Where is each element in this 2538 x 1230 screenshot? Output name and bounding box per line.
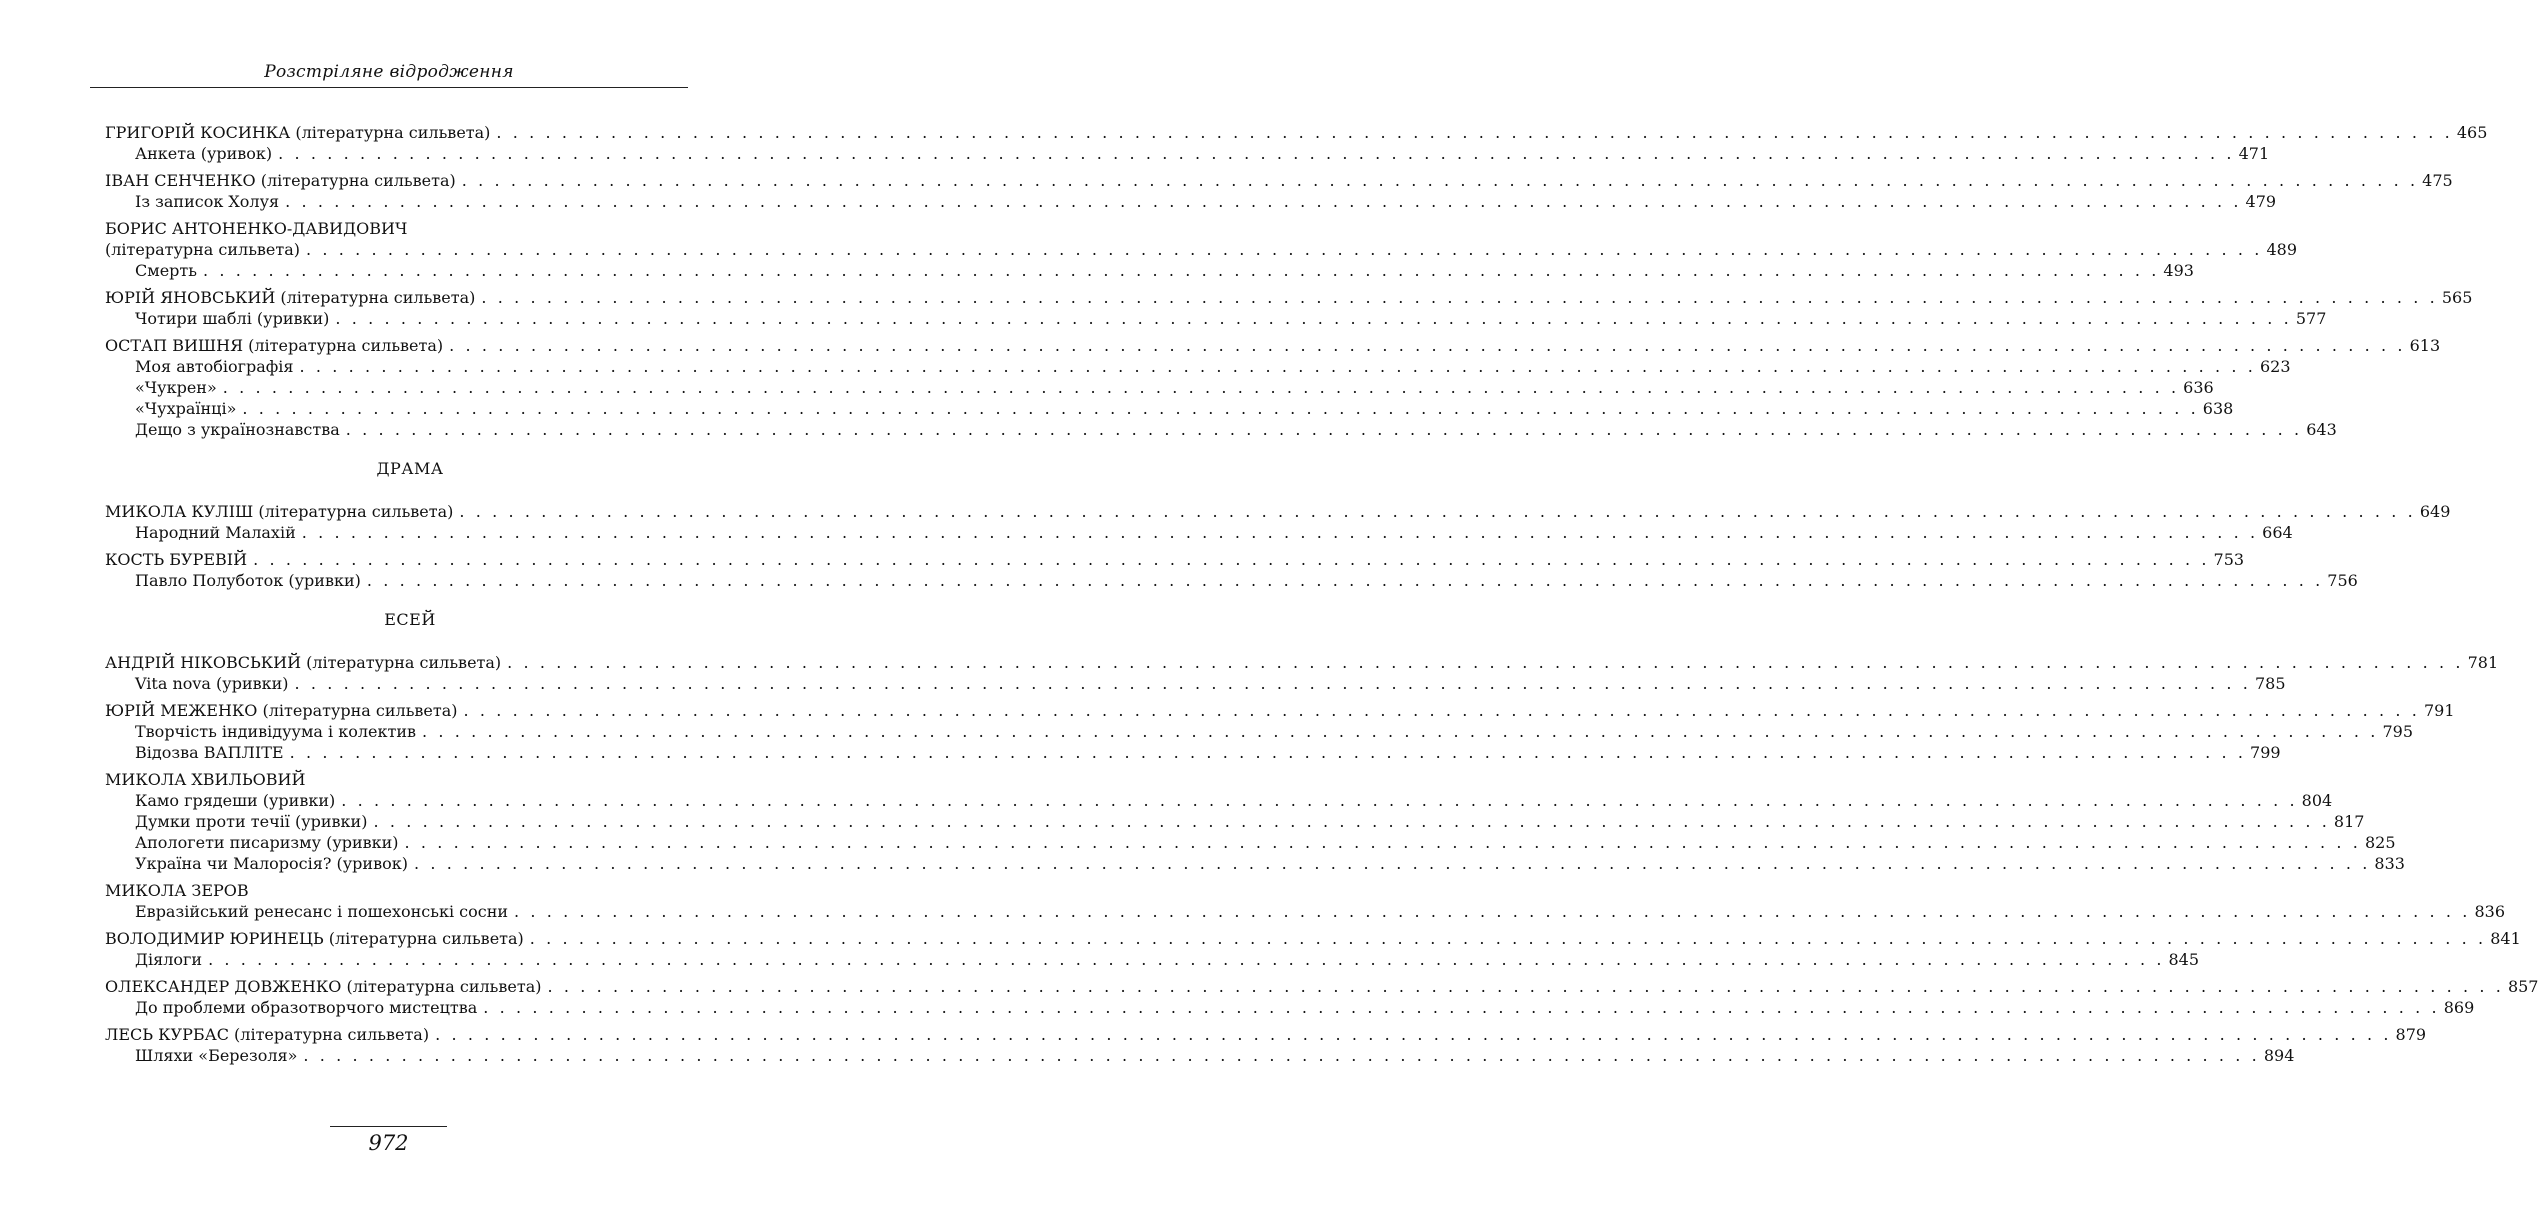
toc-page-number: 638	[2202, 399, 2234, 418]
toc-title: Із записок Холуя	[135, 192, 280, 211]
toc-title: ЛЕСЬ КУРБАС (літературна сильвета)	[105, 1025, 430, 1044]
toc-page-number: 756	[2327, 571, 2358, 590]
toc-leader-dots: . . . . . . . . . . . . . . . . . . . . . . . . . . . . . . . . . . . . . . . . . . . . . . . . . . . . . . . . . . . . . . . . . . . . . . . . . . . . . . . . . . . . . . . . . . . . . . . . . . . . . . . . . . . . . . . . . . . . . . . .	[496, 123, 2453, 142]
toc-page-number: 869	[2443, 998, 2475, 1017]
toc-leader-dots: . . . . . . . . . . . . . . . . . . . . . . . . . . . . . . . . . . . . . . . . . . . . . . . . . . . . . . . . . . . . . . . . . . . . . . . . . . . . . . . . . . . . . . . . . . . . . . . . . . . . . . . . . . . . . . . . . . . . . . . .	[413, 854, 2371, 873]
toc-title: МИКОЛА ЗЕРОВ	[105, 881, 249, 900]
toc-leader-dots: . . . . . . . . . . . . . . . . . . . . . . . . . . . . . . . . . . . . . . . . . . . . . . . . . . . . . . . . . . . . . . . . . . . . . . . . . . . . . . . . . . . . . . . . . . . . . . . . . . . . . . . . . . . . . . . . . . . . . . . .	[306, 240, 2263, 259]
toc-subentry	[105, 191, 2277, 212]
toc-page-number: 857	[2507, 977, 2538, 996]
toc-title: Дещо з українознавства	[135, 420, 340, 439]
toc-title: Творчість індивідуума і колектив	[135, 722, 417, 741]
toc-subentry	[105, 398, 2234, 419]
toc-entry	[105, 287, 2473, 308]
toc-leader-dots: . . . . . . . . . . . . . . . . . . . . . . . . . . . . . . . . . . . . . . . . . . . . . . . . . . . . . . . . . . . . . . . . . . . . . . . . . . . . . . . . . . . . . . . . . . . . . . . . . . . . . . . . . . . . . . . . . . . . . . . .	[294, 674, 2251, 693]
toc-title: «Чукрен»	[135, 378, 217, 397]
toc-title: МИКОЛА КУЛІШ (літературна сильвета)	[105, 502, 454, 521]
toc-leader-dots: . . . . . . . . . . . . . . . . . . . . . . . . . . . . . . . . . . . . . . . . . . . . . . . . . . . . . . . . . . . . . . . . . . . . . . . . . . . . . . . . . . . . . . . . . . . . . . . . . . . . . . . . . . . . . . . . . . . . . . . .	[366, 571, 2324, 590]
toc-page-number: 879	[2395, 1025, 2427, 1044]
toc-page-number: 613	[2409, 336, 2441, 355]
toc-leader-dots: . . . . . . . . . . . . . . . . . . . . . . . . . . . . . . . . . . . . . . . . . . . . . . . . . . . . . . . . . . . . . . . . . . . . . . . . . . . . . . . . . . . . . . . . . . . . . . . . . . . . . . . . . . . . . . . . . . . . . . . .	[278, 144, 2235, 163]
toc-leader-dots: . . . . . . . . . . . . . . . . . . . . . . . . . . . . . . . . . . . . . . . . . . . . . . . . . . . . . . . . . . . . . . . . . . . . . . . . . . . . . . . . . . . . . . . . . . . . . . . . . . . . . . . . . . . . . . . . . . . . . . . .	[481, 288, 2438, 307]
toc-title: ОЛЕКСАНДЕР ДОВЖЕНКО (літературна сильвета)	[105, 977, 542, 996]
table-of-contents	[105, 122, 2538, 1066]
toc-leader-dots: . . . . . . . . . . . . . . . . . . . . . . . . . . . . . . . . . . . . . . . . . . . . . . . . . . . . . . . . . . . . . . . . . . . . . . . . . . . . . . . . . . . . . . . . . . . . . . . . . . . . . . . . . . . . . . . . . . . . . . . .	[301, 523, 2259, 542]
toc-leader-dots: . . . . . . . . . . . . . . . . . . . . . . . . . . . . . . . . . . . . . . . . . . . . . . . . . . . . . . . . . . . . . . . . . . . . . . . . . . . . . . . . . . . . . . . . . . . . . . . . . . . . . . . . . . . . . . . . . . . . . . . .	[435, 1025, 2392, 1044]
toc-title: Народний Малахій	[135, 523, 296, 542]
toc-page-number: 577	[2295, 309, 2327, 328]
toc-page-number: 475	[2422, 171, 2453, 190]
toc-subentry	[105, 377, 2214, 398]
toc-entry	[105, 976, 2538, 997]
toc-leader-dots: . . . . . . . . . . . . . . . . . . . . . . . . . . . . . . . . . . . . . . . . . . . . . . . . . . . . . . . . . . . . . . . . . . . . . . . . . . . . . . . . . . . . . . . . . . . . . . . . . . . . . . . . . . . . . . . . . . . . . . . .	[299, 357, 2256, 376]
toc-page-number: 623	[2259, 357, 2291, 376]
toc-title: КОСТЬ БУРЕВІЙ	[105, 550, 248, 569]
toc-leader-dots: . . . . . . . . . . . . . . . . . . . . . . . . . . . . . . . . . . . . . . . . . . . . . . . . . . . . . . . . . . . . . . . . . . . . . . . . . . . . . . . . . . . . . . . . . . . . . . . . . . . . . . . . . . . . . . . . . . . . . . . .	[303, 1046, 2260, 1065]
toc-subentry	[105, 721, 2414, 742]
toc-page-number: 791	[2423, 701, 2455, 720]
toc-author-heading	[105, 218, 675, 239]
toc-entry	[105, 928, 2521, 949]
toc-title: МИКОЛА ХВИЛЬОВИЙ	[105, 770, 306, 789]
toc-title: Діялоги	[135, 950, 203, 969]
toc-entry	[105, 549, 2245, 570]
toc-subentry	[105, 811, 2365, 832]
toc-page-number: 799	[2250, 743, 2281, 762]
toc-entry	[105, 700, 2455, 721]
toc-title: (літературна сильвета)	[105, 240, 301, 259]
toc-subentry	[105, 790, 2333, 811]
toc-leader-dots: . . . . . . . . . . . . . . . . . . . . . . . . . . . . . . . . . . . . . . . . . . . . . . . . . . . . . . . . . . . . . . . . . . . . . . . . . . . . . . . . . . . . . . . . . . . . . . . . . . . . . . . . . . . . . . . . . . . . . . . .	[373, 812, 2330, 831]
toc-title: Чотири шаблі (уривки)	[135, 309, 330, 328]
toc-leader-dots: . . . . . . . . . . . . . . . . . . . . . . . . . . . . . . . . . . . . . . . . . . . . . . . . . . . . . . . . . . . . . . . . . . . . . . . . . . . . . . . . . . . . . . . . . . . . . . . . . . . . . . . . . . . . . . . . . . . . . . . .	[514, 902, 2471, 921]
toc-entry	[105, 239, 2298, 260]
toc-page-number: 894	[2263, 1046, 2295, 1065]
toc-page-number: 836	[2474, 902, 2506, 921]
toc-entry	[105, 335, 2441, 356]
toc-title: АНДРІЙ НІКОВСЬКИЙ (літературна сильвета)	[105, 653, 502, 672]
toc-leader-dots: . . . . . . . . . . . . . . . . . . . . . . . . . . . . . . . . . . . . . . . . . . . . . . . . . . . . . . . . . . . . . . . . . . . . . . . . . . . . . . . . . . . . . . . . . . . . . . . . . . . . . . . . . . . . . . . . . . . . . . . .	[285, 192, 2242, 211]
toc-title: Україна чи Малоросія? (уривок)	[135, 854, 408, 873]
toc-entry	[105, 652, 2499, 673]
toc-page-number: 841	[2490, 929, 2521, 948]
toc-leader-dots: . . . . . . . . . . . . . . . . . . . . . . . . . . . . . . . . . . . . . . . . . . . . . . . . . . . . . . . . . . . . . . . . . . . . . . . . . . . . . . . . . . . . . . . . . . . . . . . . . . . . . . . . . . . . . . . . . . . . . . . .	[529, 929, 2487, 948]
toc-leader-dots: . . . . . . . . . . . . . . . . . . . . . . . . . . . . . . . . . . . . . . . . . . . . . . . . . . . . . . . . . . . . . . . . . . . . . . . . . . . . . . . . . . . . . . . . . . . . . . . . . . . . . . . . . . . . . . . . . . . . . . . .	[463, 701, 2420, 720]
toc-title: Vita nova (уривки)	[135, 674, 289, 693]
header-rule	[90, 87, 688, 88]
running-head: Розстріляне відродження	[264, 62, 514, 82]
toc-subentry	[105, 853, 2405, 874]
toc-title: Смерть	[135, 261, 197, 280]
toc-leader-dots: . . . . . . . . . . . . . . . . . . . . . . . . . . . . . . . . . . . . . . . . . . . . . . . . . . . . . . . . . . . . . . . . . . . . . . . . . . . . . . . . . . . . . . . . . . . . . . . . . . . . . . . . . . . . . . . . . . . . . . . .	[422, 722, 2379, 741]
toc-leader-dots: . . . . . . . . . . . . . . . . . . . . . . . . . . . . . . . . . . . . . . . . . . . . . . . . . . . . . . . . . . . . . . . . . . . . . . . . . . . . . . . . . . . . . . . . . . . . . . . . . . . . . . . . . . . . . . . . . . . . . . . .	[208, 950, 2165, 969]
toc-page-number: 489	[2266, 240, 2298, 259]
footer-rule	[330, 1126, 447, 1127]
toc-title: ЮРІЙ МЕЖЕНКО (літературна сильвета)	[105, 701, 458, 720]
toc-title: Камо грядеши (уривки)	[135, 791, 336, 810]
toc-leader-dots: . . . . . . . . . . . . . . . . . . . . . . . . . . . . . . . . . . . . . . . . . . . . . . . . . . . . . . . . . . . . . . . . . . . . . . . . . . . . . . . . . . . . . . . . . . . . . . . . . . . . . . . . . . . . . . . . . . . . . . . .	[459, 502, 2416, 521]
toc-page-number: 753	[2213, 550, 2245, 569]
toc-page-number: 804	[2301, 791, 2333, 810]
toc-page-number: 493	[2163, 261, 2194, 280]
section-title: ДРАМА	[376, 459, 444, 478]
toc-entry	[105, 170, 2453, 191]
toc-author-heading	[105, 769, 675, 790]
page-number: 972	[368, 1131, 409, 1155]
toc-leader-dots: . . . . . . . . . . . . . . . . . . . . . . . . . . . . . . . . . . . . . . . . . . . . . . . . . . . . . . . . . . . . . . . . . . . . . . . . . . . . . . . . . . . . . . . . . . . . . . . . . . . . . . . . . . . . . . . . . . . . . . . .	[242, 399, 2199, 418]
toc-title: ОСТАП ВИШНЯ (літературна сильвета)	[105, 336, 444, 355]
toc-title: ВОЛОДИМИР ЮРИНЕЦЬ (літературна сильвета)	[105, 929, 524, 948]
toc-subentry	[105, 570, 2358, 591]
toc-title: До проблеми образотворчого мистецтва	[135, 998, 478, 1017]
toc-subentry	[105, 522, 2293, 543]
toc-subentry	[105, 673, 2286, 694]
toc-subentry	[105, 260, 2194, 281]
toc-title: ІВАН СЕНЧЕНКО (літературна сильвета)	[105, 171, 456, 190]
toc-author-heading	[105, 880, 675, 901]
toc-subentry	[105, 356, 2291, 377]
toc-title: ГРИГОРІЙ КОСИНКА (літературна сильвета)	[105, 123, 491, 142]
toc-title: Павло Полуботок (уривки)	[135, 571, 361, 590]
toc-page-number: 649	[2419, 502, 2451, 521]
toc-title: Анкета (уривок)	[135, 144, 273, 163]
toc-leader-dots: . . . . . . . . . . . . . . . . . . . . . . . . . . . . . . . . . . . . . . . . . . . . . . . . . . . . . . . . . . . . . . . . . . . . . . . . . . . . . . . . . . . . . . . . . . . . . . . . . . . . . . . . . . . . . . . . . . . . . . . .	[449, 336, 2406, 355]
section-title: ЕСЕЙ	[384, 610, 436, 629]
toc-subentry	[105, 901, 2506, 922]
toc-leader-dots: . . . . . . . . . . . . . . . . . . . . . . . . . . . . . . . . . . . . . . . . . . . . . . . . . . . . . . . . . . . . . . . . . . . . . . . . . . . . . . . . . . . . . . . . . . . . . . . . . . . . . . . . . . . . . . . . . . . . . . . .	[341, 791, 2298, 810]
toc-page-number: 833	[2374, 854, 2405, 873]
toc-page-number: 471	[2238, 144, 2270, 163]
toc-page-number: 643	[2306, 420, 2337, 439]
toc-leader-dots: . . . . . . . . . . . . . . . . . . . . . . . . . . . . . . . . . . . . . . . . . . . . . . . . . . . . . . . . . . . . . . . . . . . . . . . . . . . . . . . . . . . . . . . . . . . . . . . . . . . . . . . . . . . . . . . . . . . . . . . .	[202, 261, 2160, 280]
toc-title: «Чухраїнці»	[135, 399, 237, 418]
toc-leader-dots: . . . . . . . . . . . . . . . . . . . . . . . . . . . . . . . . . . . . . . . . . . . . . . . . . . . . . . . . . . . . . . . . . . . . . . . . . . . . . . . . . . . . . . . . . . . . . . . . . . . . . . . . . . . . . . . . . . . . . . . .	[483, 998, 2440, 1017]
toc-page-number: 465	[2456, 123, 2488, 142]
toc-title: БОРИС АНТОНЕНКО-ДАВИДОВИЧ	[105, 219, 408, 238]
toc-title: Моя автобіографія	[135, 357, 294, 376]
toc-subentry	[105, 419, 2337, 440]
toc-entry	[105, 1024, 2427, 1045]
toc-subentry	[105, 1045, 2295, 1066]
toc-leader-dots: . . . . . . . . . . . . . . . . . . . . . . . . . . . . . . . . . . . . . . . . . . . . . . . . . . . . . . . . . . . . . . . . . . . . . . . . . . . . . . . . . . . . . . . . . . . . . . . . . . . . . . . . . . . . . . . . . . . . . . . .	[345, 420, 2303, 439]
toc-page-number: 825	[2364, 833, 2396, 852]
toc-title: Думки проти течії (уривки)	[135, 812, 368, 831]
toc-subentry	[105, 832, 2396, 853]
toc-page-number: 479	[2245, 192, 2277, 211]
toc-subentry	[105, 742, 2281, 763]
toc-page-number: 636	[2183, 378, 2214, 397]
toc-page-number: 785	[2254, 674, 2286, 693]
toc-title: Евразійський ренесанс і пошехонські сосни	[135, 902, 509, 921]
toc-leader-dots: . . . . . . . . . . . . . . . . . . . . . . . . . . . . . . . . . . . . . . . . . . . . . . . . . . . . . . . . . . . . . . . . . . . . . . . . . . . . . . . . . . . . . . . . . . . . . . . . . . . . . . . . . . . . . . . . . . . . . . . .	[222, 378, 2180, 397]
toc-leader-dots: . . . . . . . . . . . . . . . . . . . . . . . . . . . . . . . . . . . . . . . . . . . . . . . . . . . . . . . . . . . . . . . . . . . . . . . . . . . . . . . . . . . . . . . . . . . . . . . . . . . . . . . . . . . . . . . . . . . . . . . .	[547, 977, 2504, 996]
toc-page-number: 664	[2262, 523, 2293, 542]
toc-entry	[105, 501, 2451, 522]
toc-page-number: 795	[2382, 722, 2414, 741]
toc-subentry	[105, 949, 2200, 970]
toc-title: Відозва ВАПЛІТЕ	[135, 743, 284, 762]
toc-subentry	[105, 143, 2270, 164]
toc-page-number: 817	[2333, 812, 2365, 831]
toc-page-number: 565	[2441, 288, 2473, 307]
toc-leader-dots: . . . . . . . . . . . . . . . . . . . . . . . . . . . . . . . . . . . . . . . . . . . . . . . . . . . . . . . . . . . . . . . . . . . . . . . . . . . . . . . . . . . . . . . . . . . . . . . . . . . . . . . . . . . . . . . . . . . . . . . .	[289, 743, 2247, 762]
toc-leader-dots: . . . . . . . . . . . . . . . . . . . . . . . . . . . . . . . . . . . . . . . . . . . . . . . . . . . . . . . . . . . . . . . . . . . . . . . . . . . . . . . . . . . . . . . . . . . . . . . . . . . . . . . . . . . . . . . . . . . . . . . .	[507, 653, 2464, 672]
toc-entry	[105, 122, 2488, 143]
toc-subentry	[105, 308, 2327, 329]
toc-page-number: 781	[2467, 653, 2499, 672]
toc-leader-dots: . . . . . . . . . . . . . . . . . . . . . . . . . . . . . . . . . . . . . . . . . . . . . . . . . . . . . . . . . . . . . . . . . . . . . . . . . . . . . . . . . . . . . . . . . . . . . . . . . . . . . . . . . . . . . . . . . . . . . . . .	[404, 833, 2361, 852]
toc-title: ЮРІЙ ЯНОВСЬКИЙ (літературна сильвета)	[105, 288, 476, 307]
toc-leader-dots: . . . . . . . . . . . . . . . . . . . . . . . . . . . . . . . . . . . . . . . . . . . . . . . . . . . . . . . . . . . . . . . . . . . . . . . . . . . . . . . . . . . . . . . . . . . . . . . . . . . . . . . . . . . . . . . . . . . . . . . .	[253, 550, 2210, 569]
toc-leader-dots: . . . . . . . . . . . . . . . . . . . . . . . . . . . . . . . . . . . . . . . . . . . . . . . . . . . . . . . . . . . . . . . . . . . . . . . . . . . . . . . . . . . . . . . . . . . . . . . . . . . . . . . . . . . . . . . . . . . . . . . .	[335, 309, 2292, 328]
toc-leader-dots: . . . . . . . . . . . . . . . . . . . . . . . . . . . . . . . . . . . . . . . . . . . . . . . . . . . . . . . . . . . . . . . . . . . . . . . . . . . . . . . . . . . . . . . . . . . . . . . . . . . . . . . . . . . . . . . . . . . . . . . .	[461, 171, 2419, 190]
toc-page-number: 845	[2168, 950, 2200, 969]
toc-title: Шляхи «Березоля»	[135, 1046, 298, 1065]
toc-title: Апологети писаризму (уривки)	[135, 833, 399, 852]
toc-subentry	[105, 997, 2475, 1018]
